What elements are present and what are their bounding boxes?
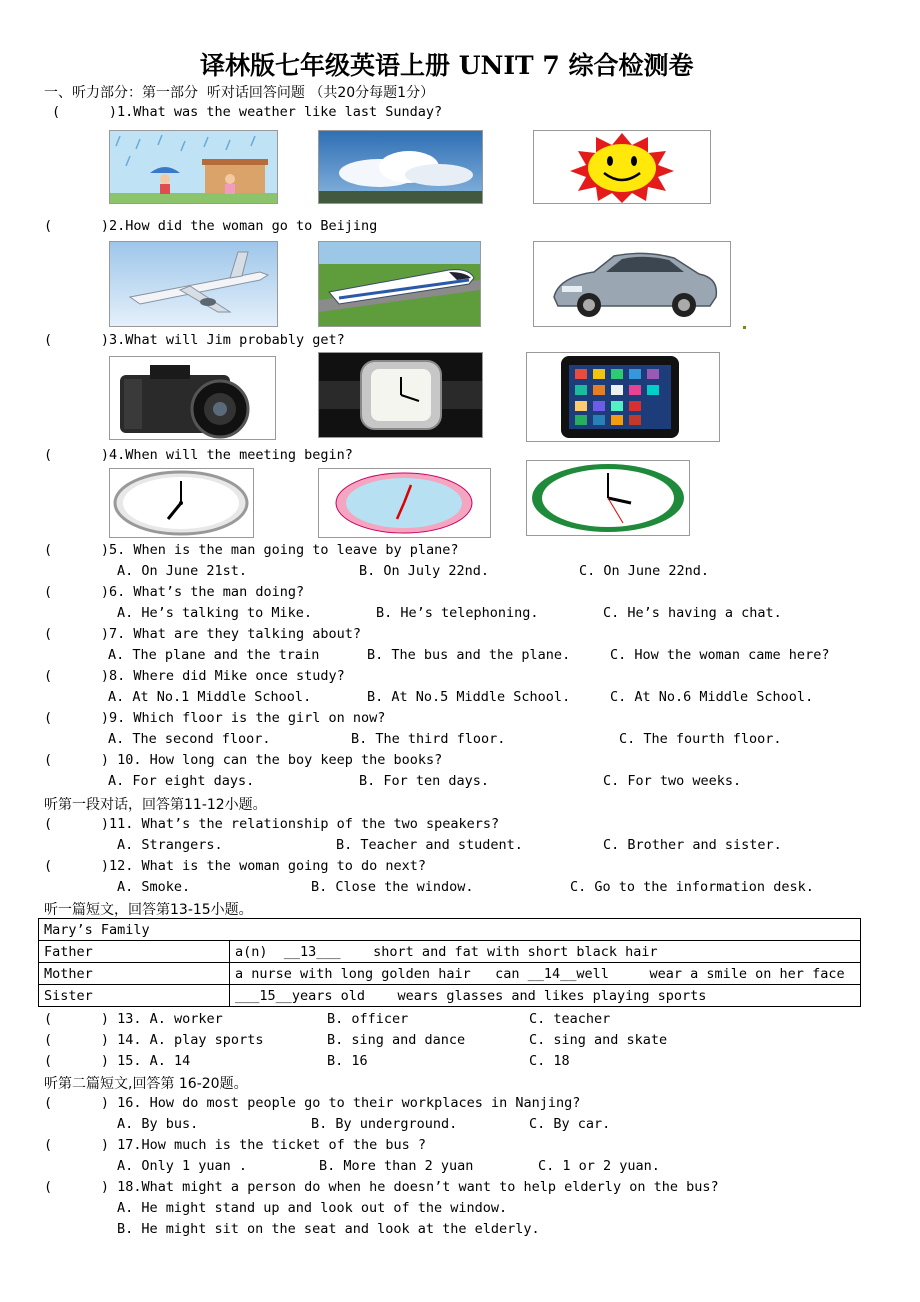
table-cell: Father [39,941,230,963]
option-9a: A. The second floor. [108,731,271,747]
option-5c: C. On June 22nd. [579,563,710,579]
option-9b: B. The third floor. [351,731,506,747]
option-10c: C. For two weeks. [603,773,742,789]
picture-car [533,241,731,327]
option-16a: A. By bus. [117,1116,199,1132]
part-heading-b: 听一篇短文，回答第13-15小题。 [44,902,253,918]
option-15b: B. 16 [327,1053,368,1069]
option-11a: A. Strangers. [117,837,223,853]
question-1: ( )1.What was the weather like last Sunday? [52,104,443,120]
option-17a: A. Only 1 yuan . [117,1158,248,1174]
question-18: ( ) 18.What might a person do when he doesn’t want to help elderly on the bus? [44,1179,719,1195]
question-13: ( ) 13. A. worker [44,1011,223,1027]
question-15: ( ) 15. A. 14 [44,1053,191,1069]
section-heading: 一、听力部分：第一部分 听对话回答问题 （共20分每题1分） [44,85,435,101]
table-cell: Mother [39,963,230,985]
question-8: ( )8. Where did Mike once study? [44,668,345,684]
table-cell: Sister [39,985,230,1007]
part-heading-c: 听第二篇短文,回答第 16-20题。 [44,1076,248,1092]
question-5: ( )5. When is the man going to leave by plane? [44,542,459,558]
table-cell: a nurse with long golden hair can __14__well wear a smile on her face [230,963,861,985]
part-heading-a: 听第一段对话，回答第11-12小题。 [44,797,267,813]
table-header: Mary’s Family [39,919,861,941]
picture-smiling-sun [533,130,711,204]
option-16b: B. By underground. [311,1116,458,1132]
option-18a: A. He might stand up and look out of the window. [117,1200,508,1216]
option-6b: B. He’s telephoning. [376,605,539,621]
option-8b: B. At No.5 Middle School. [367,689,571,705]
option-6c: C. He’s having a chat. [603,605,782,621]
option-8a: A. At No.1 Middle School. [108,689,312,705]
picture-clock-c [526,460,690,536]
question-6: ( )6. What’s the man doing? [44,584,305,600]
picture-train [318,241,481,327]
question-16: ( ) 16. How do most people go to their workplaces in Nanjing? [44,1095,581,1111]
option-15c: C. 18 [529,1053,570,1069]
question-12: ( )12. What is the woman going to do next? [44,858,427,874]
option-14b: B. sing and dance [327,1032,466,1048]
table-row [39,985,861,1007]
option-12b: B. Close the window. [311,879,474,895]
picture-clock-b [318,468,491,538]
picture-clouds-sky [318,130,483,204]
option-7a: A. The plane and the train [108,647,320,663]
option-12c: C. Go to the information desk. [570,879,814,895]
option-13b: B. officer [327,1011,409,1027]
table-row [39,919,861,941]
option-7c: C. How the woman came here? [610,647,830,663]
option-10b: B. For ten days. [359,773,490,789]
picture-smartphone [526,352,720,442]
option-5a: A. On June 21st. [117,563,248,579]
option-11b: B. Teacher and student. [336,837,523,853]
option-10a: A. For eight days. [108,773,255,789]
page-title: 译林版七年级英语上册 UNIT 7 综合检测卷 [200,51,694,80]
table-row [39,963,861,985]
question-17: ( ) 17.How much is the ticket of the bus ? [44,1137,427,1153]
question-4: ( )4.When will the meeting begin? [44,447,353,463]
option-9c: C. The fourth floor. [619,731,782,747]
option-13c: C. teacher [529,1011,611,1027]
picture-watch [318,352,483,438]
table-row [39,941,861,963]
dot-marker [743,326,746,329]
family-table [38,918,861,1007]
option-12a: A. Smoke. [117,879,191,895]
option-5b: B. On July 22nd. [359,563,490,579]
picture-rain-scene [109,130,278,204]
picture-camera [109,356,276,440]
question-9: ( )9. Which floor is the girl on now? [44,710,386,726]
table-cell: a(n) __13___ short and fat with short black hair [230,941,861,963]
option-8c: C. At No.6 Middle School. [610,689,814,705]
question-3: ( )3.What will Jim probably get? [44,332,345,348]
option-6a: A. He’s talking to Mike. [117,605,313,621]
picture-airplane [109,241,278,327]
option-14c: C. sing and skate [529,1032,668,1048]
picture-clock-a [109,468,254,538]
option-16c: C. By car. [529,1116,611,1132]
option-17c: C. 1 or 2 yuan. [538,1158,660,1174]
option-7b: B. The bus and the plane. [367,647,571,663]
question-2: ( )2.How did the woman go to Beijing [44,218,378,234]
table-cell: ___15__years old wears glasses and likes playing sports [230,985,861,1007]
question-7: ( )7. What are they talking about? [44,626,361,642]
option-11c: C. Brother and sister. [603,837,782,853]
question-14: ( ) 14. A. play sports [44,1032,264,1048]
option-18b: B. He might sit on the seat and look at the elderly. [117,1221,540,1237]
question-10: ( ) 10. How long can the boy keep the books? [44,752,443,768]
option-17b: B. More than 2 yuan [319,1158,474,1174]
question-11: ( )11. What’s the relationship of the two speakers? [44,816,500,832]
